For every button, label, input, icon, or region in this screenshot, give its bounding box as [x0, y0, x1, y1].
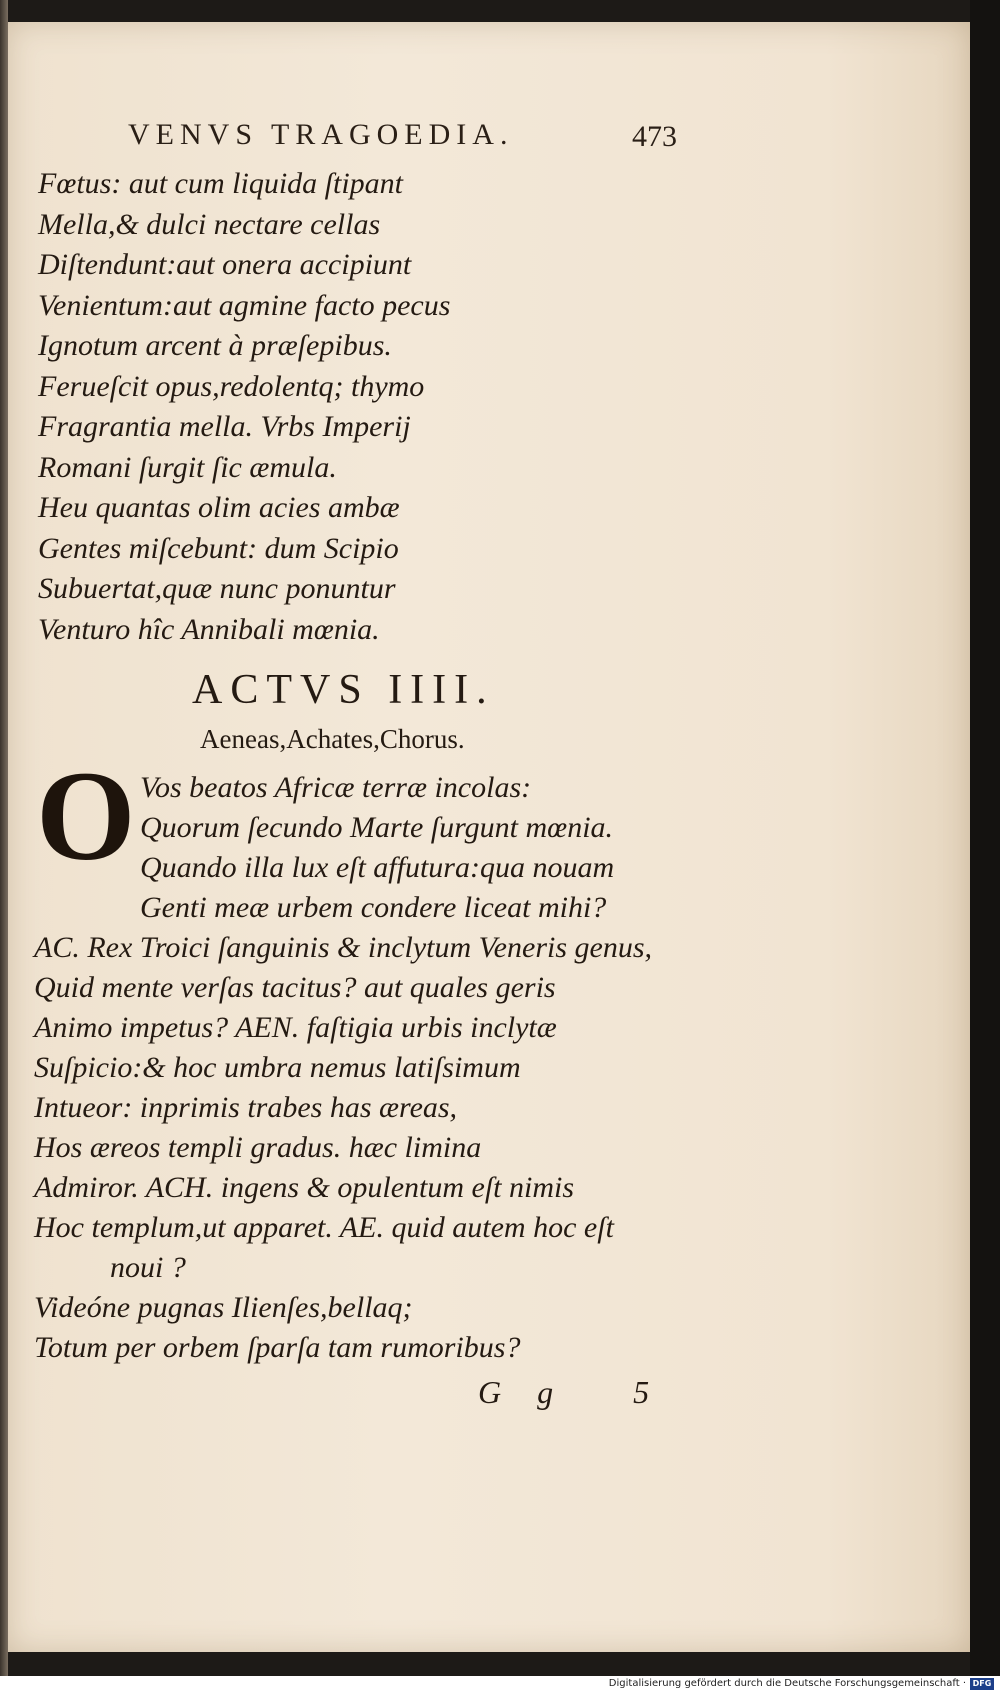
- dialogue-line: noui ?: [110, 1251, 186, 1284]
- speech-line: Quorum ſecundo Marte ſurgunt mœnia.: [140, 811, 614, 844]
- chorus-verse: [38, 164, 450, 650]
- dialogue-line: Suſpicio:& hoc umbra nemus latiſsimum: [34, 1051, 521, 1084]
- act-heading: ACTVS IIII.: [192, 667, 495, 713]
- dialogue-line: Quid mente verſas tacitus? aut quales geris: [34, 971, 556, 1004]
- dialogue-line: Hos æreos templi gradus. hæc limina: [34, 1131, 482, 1164]
- funding-credit: Digitalisierung gefördert durch die Deutsche Forschungsgemeinschaft ·: [608, 1678, 966, 1689]
- opening-speech: [140, 768, 614, 928]
- speech-line: Genti meæ urbem condere liceat mihi?: [140, 891, 607, 924]
- drop-cap-initial: O: [36, 745, 136, 887]
- book-edge: [0, 0, 8, 1693]
- dialogue-line: Videóne pugnas Ilienſes,bellaq;: [34, 1291, 413, 1324]
- verse-line: Venturo hîc Annibali mœnia.: [38, 612, 380, 646]
- verse-line: Subuertat,quæ nunc ponuntur: [38, 572, 396, 605]
- dramatis-personae: Aeneas,Achates,Chorus.: [200, 724, 465, 754]
- scan-background: [970, 0, 1000, 1693]
- dialogue-block: [34, 928, 652, 1368]
- verse-line: Fœtus: aut cum liquida ſtipant: [38, 167, 403, 200]
- dialogue-line: Hoc templum,ut apparet. AE. quid autem hoc eſt: [34, 1211, 614, 1244]
- dialogue-line: Animo impetus? AEN. faſtigia urbis inclytæ: [34, 1011, 557, 1044]
- verse-line: Romani ſurgit ſic æmula.: [38, 450, 337, 484]
- verse-line: Gentes miſcebunt: dum Scipio: [38, 531, 399, 565]
- speech-line: Vos beatos Africæ terræ incolas:: [140, 771, 532, 804]
- verse-line: Ferueſcit opus,redolentq; thymo: [38, 369, 425, 403]
- dialogue-line: Totum per orbem ſparſa tam rumoribus?: [34, 1331, 521, 1364]
- dfg-logo: DFG: [970, 1678, 994, 1690]
- signature-mark: Gg 5: [478, 1374, 686, 1410]
- dialogue-line: Intueor: inprimis trabes has æreas,: [34, 1091, 458, 1124]
- page-number: 473: [632, 120, 677, 153]
- verse-line: Mella,& dulci nectare cellas: [38, 207, 381, 241]
- running-head: VENVS TRAGOEDIA.: [128, 118, 514, 151]
- verse-line: Heu quantas olim acies ambæ: [38, 491, 400, 524]
- verse-line: Venientum:aut agmine facto pecus: [38, 288, 451, 322]
- speech-line: Quando illa lux eſt affutura:qua nouam: [140, 851, 615, 884]
- verse-line: Diſtendunt:aut onera accipiunt: [38, 248, 412, 281]
- dialogue-line: Admiror. ACH. ingens & opulentum eſt nimis: [34, 1171, 574, 1204]
- verse-line: Ignotum arcent à præſepibus.: [38, 329, 392, 362]
- verse-line: Fragrantia mella. Vrbs Imperij: [38, 410, 411, 443]
- dialogue-line: AC. Rex Troici ſanguinis & inclytum Veneris genus,: [34, 931, 652, 964]
